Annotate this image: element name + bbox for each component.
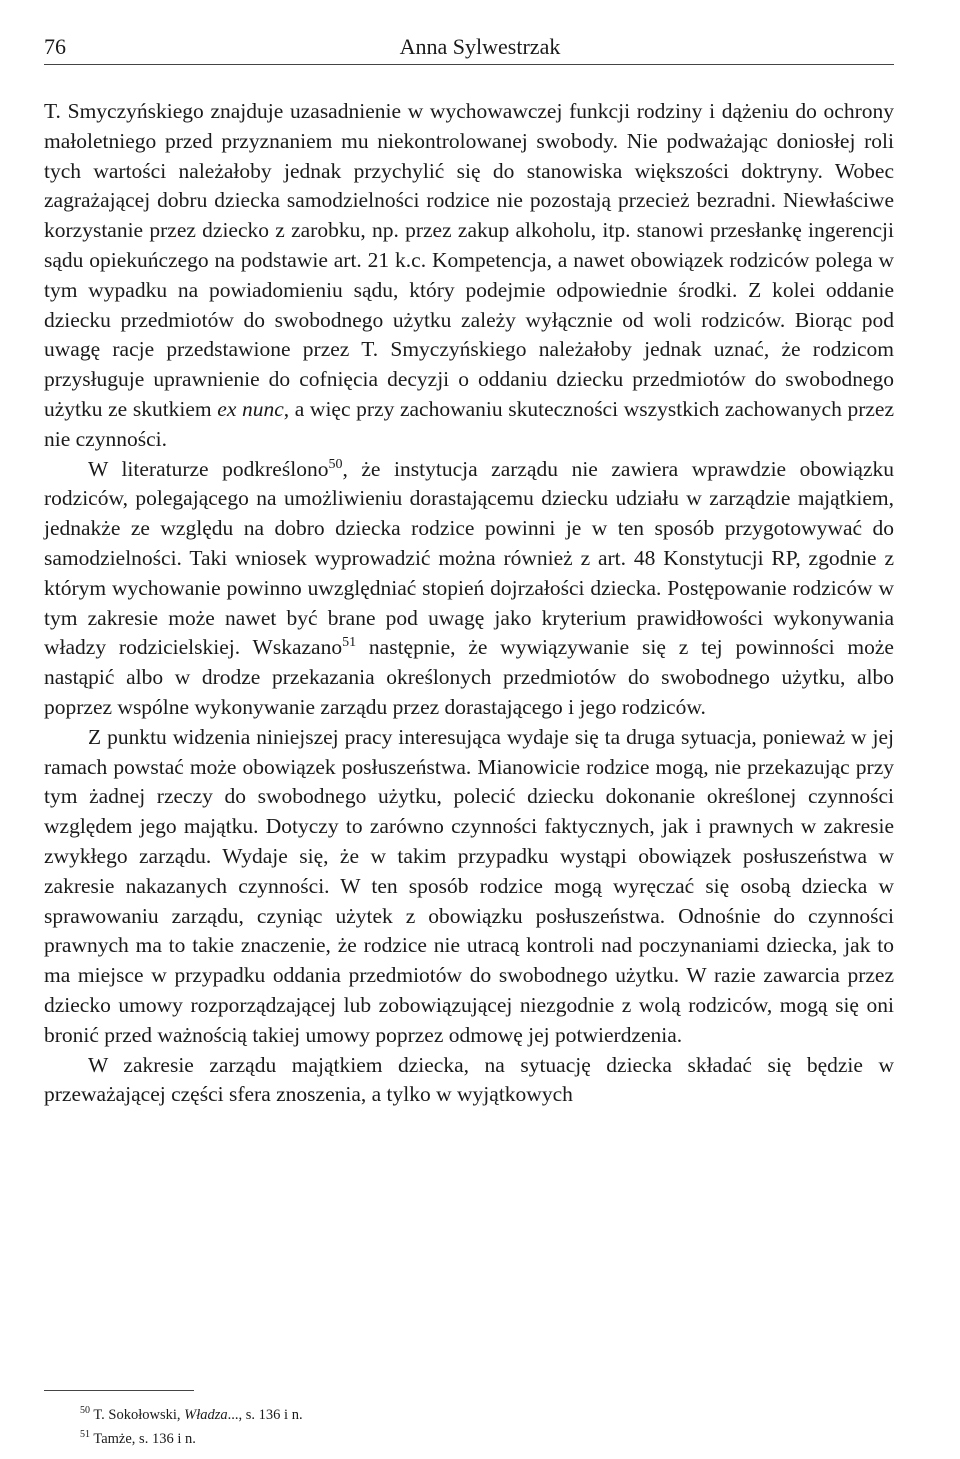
text-span: następnie, że wywiązywanie się z tej powinności może nastąpić albo w drodze przekazania określonych przedmiotów do swobodnego użytku, albo poprzez wspólne wykonywanie zarządu przez dorastającego i jego rodziców.	[44, 635, 894, 719]
footnote-ref: 51	[342, 635, 357, 651]
paragraph-p2	[44, 455, 894, 723]
footnote-separator	[44, 1390, 194, 1391]
footnote-number: 50	[80, 1405, 90, 1417]
paragraph-p3	[44, 723, 894, 1051]
text-span: T. Smyczyńskiego znajduje uzasadnienie w wychowawczej funkcji rodziny i dążeniu do ochrony małoletniego przed przyznaniem mu niekontrolowanej swobody. Nie podważając doniosłej roli tych wartości należałoby jednak przychylić się do stanowiska większości doktryny. Wobec zagrażającej dobru dziecka samodzielności rodzice nie pozostają przecież bezradni. Niewłaściwe korzystanie przez dziecko z zarobku, np. przez zakup alkoholu, itp. stanowi przesłankę ingerencji sądu opiekuńczego na podstawie art. 21 k.c. Kompetencja, a nawet obowiązek rodziców polega w tym wypadku na powiadomieniu sądu, który podejmie odpowiednie środki. Z kolei oddanie dziecku przedmiotów do swobodnego użytku zależy wyłącznie od woli rodziców. Biorąc pod uwagę racje przedstawione przez T. Smyczyńskiego należałoby jednak uznać, że rodzicom przysługuje uprawnienie do cofnięcia decyzji o oddaniu dziecku przedmiotów do swobodnego użytku ze skutkiem	[44, 99, 894, 421]
text-span: Tamże, s. 136 i n.	[93, 1431, 196, 1447]
running-header	[44, 34, 894, 65]
page	[44, 34, 894, 1110]
page-number: 76	[44, 34, 66, 59]
paragraph-p1	[44, 97, 894, 455]
text-span: , a więc przy zachowaniu skuteczności wszystkich zachowanych przez nie czynności.	[44, 396, 894, 451]
italic-span: Władza	[184, 1407, 228, 1423]
footnote-51	[44, 1429, 894, 1449]
footnote-ref: 50	[328, 456, 343, 472]
text-span: W zakresie zarządu majątkiem dziecka, na sytuację dziecka składać się będzie w przeważającej części sfera znoszenia, a tylko w wyjątkowych	[44, 1052, 894, 1107]
footnote-list	[44, 1405, 894, 1449]
footnotes	[44, 1390, 894, 1453]
body-text	[44, 97, 894, 1110]
paragraph-p4	[44, 1051, 894, 1111]
footnote-number: 51	[80, 1429, 90, 1441]
italic-span: ex nunc	[217, 396, 284, 421]
running-head-author: Anna Sylwestrzak	[399, 34, 561, 59]
text-span: , że instytucja zarządu nie zawiera wprawdzie obowiązku rodziców, polegającego na umożliwieniu dorastającemu dziecku udziału w zarządzie majątkiem, jednakże ze względu na dobro dziecka rodzice powinni je w ten sposób przygotowywać do samodzielności. Taki wniosek wyprowadzić można również z art. 48 Konstytucji RP, zgodnie z którym wychowanie powinno uwzględniać stopień dojrzałości dziecka. Postępowanie rodziców w tym zakresie może nawet być brane pod uwagę jako kryterium prawidłowości wykonywania władzy rodzicielskiej. Wskazano	[44, 456, 894, 660]
text-span: ..., s. 136 i n.	[227, 1407, 303, 1423]
text-span: W literaturze podkreślono	[88, 456, 329, 481]
text-span: Z punktu widzenia niniejszej pracy interesująca wydaje się ta druga sytuacja, ponieważ w jej ramach powstać może obowiązek posłuszeństwa. Mianowicie rodzice mogą, nie przekazując przy tym żadnej rzeczy do swobodnego użytku, polecić dziecku dokonanie określonej czynności względem jego majątku. Dotyczy to zarówno czynności faktycznych, jak i prawnych w zakresie zwykłego zarządu. Wydaje się, że w takim przypadku wystąpi obowiązek posłuszeństwa w zakresie nakazanych czynności. W ten sposób rodzice mogą wyręczać się osobą dziecka w sprawowaniu zarządu, czyniąc użytek z obowiązku posłuszeństwa. Odnośnie do czynności prawnych ma to takie znaczenie, że rodzice nie utracą kontroli nad poczynaniami dziecka, jak to ma miejsce w przypadku oddania przedmiotów do swobodnego użytku. W razie zawarcia przez dziecko umowy rozporządzającej lub zobowiązującej niezgodnie z wolą rodziców, mogą się oni bronić przed ważnością takiej umowy poprzez odmowę jej potwierdzenia.	[44, 724, 894, 1047]
footnote-50	[44, 1405, 894, 1425]
text-span: T. Sokołowski,	[93, 1407, 185, 1423]
